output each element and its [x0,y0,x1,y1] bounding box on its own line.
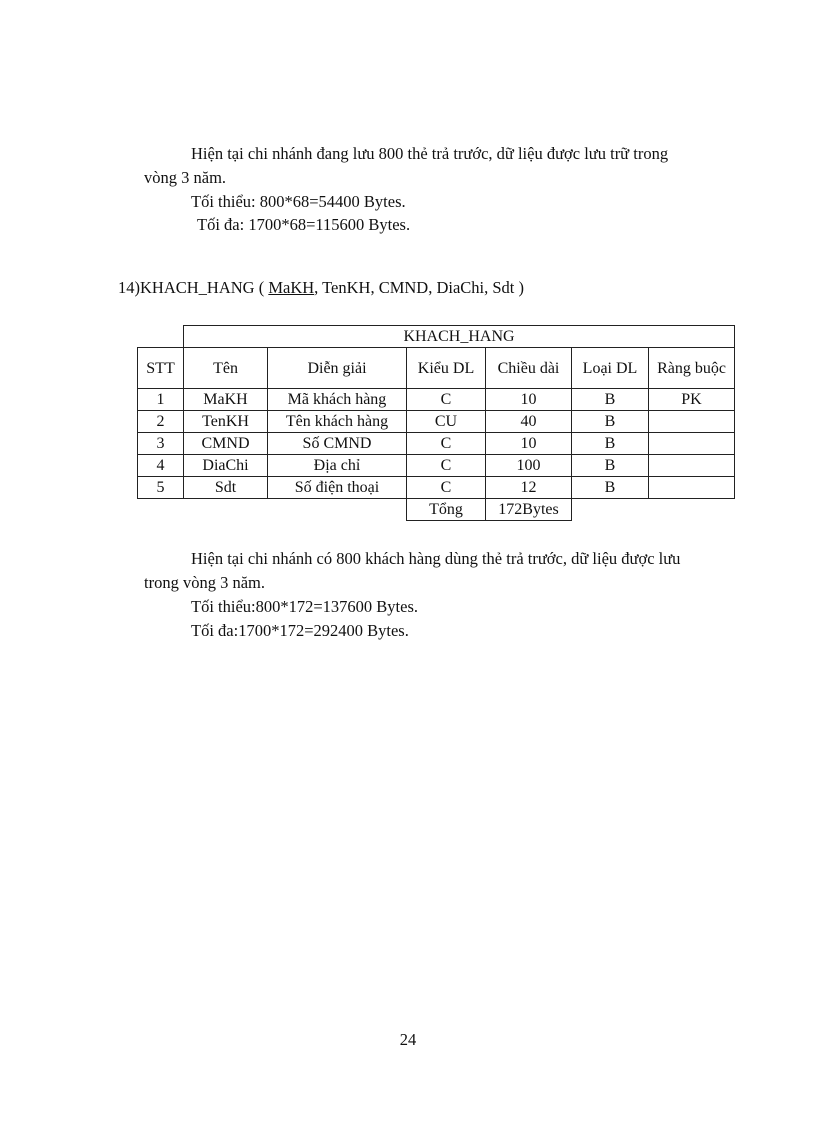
total-label: Tổng [407,499,486,521]
table-row [138,389,735,411]
table-cell: 12 [486,477,572,499]
table-cell: 4 [138,455,184,477]
header-cell: Ràng buộc [649,348,735,389]
schema-rest: , TenKH, CMND, DiaChi, Sdt ) [314,278,524,297]
table-cell: 3 [138,433,184,455]
table-row [138,455,735,477]
table-cell: B [572,477,649,499]
total-value: 172Bytes [486,499,572,521]
header-cell: Tên [184,348,268,389]
table-cell: C [407,455,486,477]
table-cell: B [572,411,649,433]
para1-line1: Hiện tại chi nhánh đang lưu 800 thẻ trả trước, dữ liệu được lưu trữ trong [191,144,669,163]
table-corner [138,326,184,348]
page-number: 24 [399,1030,417,1049]
para1-max: Tối đa: 1700*68=115600 Bytes. [197,215,411,234]
table-header-row [138,348,735,389]
table-cell [649,433,735,455]
table-row [138,477,735,499]
table-cell: Mã khách hàng [268,389,407,411]
table-title: KHACH_HANG [184,326,735,348]
table-cell: 10 [486,433,572,455]
table-cell: Số CMND [268,433,407,455]
table-cell: Sdt [184,477,268,499]
table-cell: PK [649,389,735,411]
table-cell [649,477,735,499]
table-cell [649,411,735,433]
table-cell: TenKH [184,411,268,433]
para2-max: Tối đa:1700*172=292400 Bytes. [191,621,409,640]
table-cell: 40 [486,411,572,433]
table-cell: C [407,389,486,411]
table-total-row [138,499,735,521]
header-cell: Diễn giải [268,348,407,389]
header-cell: Kiểu DL [407,348,486,389]
table-cell: CU [407,411,486,433]
header-cell: Chiều dài [486,348,572,389]
table-cell: Địa chỉ [268,455,407,477]
table-cell: 2 [138,411,184,433]
para1-min: Tối thiểu: 800*68=54400 Bytes. [191,192,406,211]
khach-hang-table [137,325,735,521]
table-cell: C [407,433,486,455]
table-cell: C [407,477,486,499]
table-cell: B [572,389,649,411]
schema-heading [118,278,524,298]
table-cell: 1 [138,389,184,411]
schema-key: MaKH [268,278,315,297]
para2-line1: Hiện tại chi nhánh có 800 khách hàng dùng thẻ trả trước, dữ liệu được lưu [191,549,681,568]
table-cell: CMND [184,433,268,455]
table-cell: 10 [486,389,572,411]
schema-prefix: 14)KHACH_HANG ( [118,278,269,297]
table-cell: 5 [138,477,184,499]
table-cell: 100 [486,455,572,477]
table-cell: Số điện thoại [268,477,407,499]
header-cell: STT [138,348,184,389]
table-cell: MaKH [184,389,268,411]
table-cell: B [572,433,649,455]
para2-line2: trong vòng 3 năm. [144,573,265,592]
para1-line2: vòng 3 năm. [144,168,227,187]
table-cell: Tên khách hàng [268,411,407,433]
table-cell [649,455,735,477]
table-row [138,433,735,455]
header-cell: Loại DL [572,348,649,389]
para2-min: Tối thiểu:800*172=137600 Bytes. [191,597,419,616]
table-row [138,411,735,433]
table-cell: B [572,455,649,477]
table-cell: DiaChi [184,455,268,477]
